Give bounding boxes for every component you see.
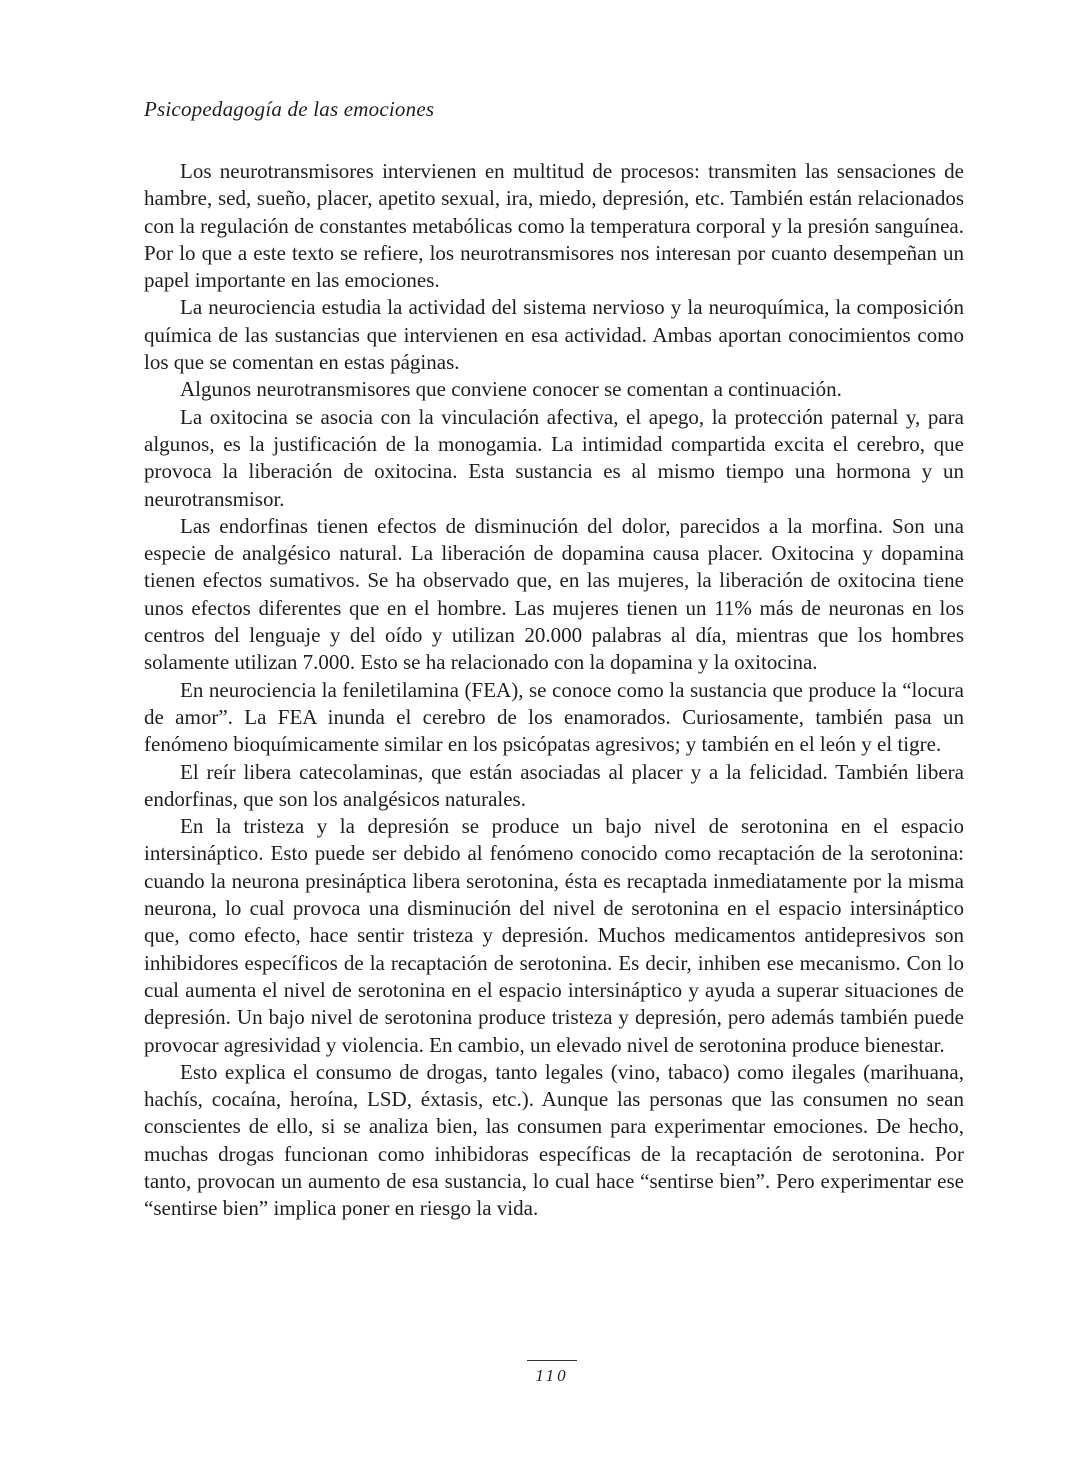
paragraph: Las endorfinas tienen efectos de disminución del dolor, parecidos a la morfina. Son una especie de analgésico natural. La liberación de dopamina causa placer. Oxitocina y dopamina tienen efectos sumativos. Se ha observado que, en las mujeres, la liberación de oxitocina tiene unos efectos diferentes que en el hombre. Las mujeres tienen un 11% más de neuronas en los centros del lenguaje y del oído y utilizan 20.000 palabras al día, mientras que los hombres solamente utilizan 7.000. Esto se ha relacionado con la dopamina y la oxitocina.: [144, 513, 964, 675]
footer-rule: [527, 1360, 577, 1361]
paragraph: La oxitocina se asocia con la vinculación afectiva, el apego, la protección paternal y, para algunos, es la justificación de la monogamia. La intimidad compartida excita el cerebro, que provoca la liberación de oxitocina. Esta sustancia es al mismo tiempo una hormona y un neurotransmisor.: [144, 404, 964, 511]
running-header: Psicopedagogía de las emociones: [144, 97, 435, 121]
body-text: [144, 158, 964, 1223]
paragraph: Algunos neurotransmisores que conviene conocer se comentan a continuación.: [180, 377, 842, 402]
paragraph: Los neurotransmisores intervienen en multitud de procesos: transmiten las sensaciones de hambre, sed, sueño, placer, apetito sexual, ira, miedo, depresión, etc. También están relacionados con la regulación de constantes metabólicas como la temperatura corporal y la presión sanguínea. Por lo que a este texto se refiere, los neurotransmisores nos interesan por cuanto desempeñan un papel importante en las emociones.: [144, 159, 964, 293]
paragraph: El reír libera catecolaminas, que están asociadas al placer y a la felicidad. También libera endorfinas, que son los analgésicos naturales.: [144, 759, 964, 811]
paragraph: Esto explica el consumo de drogas, tanto legales (vino, tabaco) como ilegales (marihuana, hachís, cocaína, heroína, LSD, éxtasis, etc.). Aunque las personas que las consumen no sean conscientes de ello, si se analiza bien, las consumen para experimentar emociones. De hecho, muchas drogas funcionan como inhibidoras específicas de la recaptación de serotonina. Por tanto, provocan un aumento de esa sustancia, lo cual hace “sentirse bien”. Pero experimentar ese “sentirse bien” implica poner en riesgo la vida.: [144, 1059, 964, 1221]
paragraph: En la tristeza y la depresión se produce un bajo nivel de serotonina en el espacio intersináptico. Esto puede ser debido al fenómeno conocido como recaptación de la serotonina: cuando la neurona presináptica libera serotonina, ésta es recaptada inmediatamente por la misma neurona, lo cual provoca una disminución del nivel de serotonina en el espacio intersináptico que, como efecto, hace sentir tristeza y depresión. Muchos medicamentos antidepresivos son inhibidores específicos de la recaptación de serotonina. Es decir, inhiben ese mecanismo. Con lo cual aumenta el nivel de serotonina en el espacio intersináptico y ayuda a superar situaciones de depresión. Un bajo nivel de serotonina produce tristeza y depresión, pero además también puede provocar agresividad y violencia. En cambio, un elevado nivel de serotonina produce bienestar.: [144, 814, 964, 1057]
page-footer: [527, 1360, 577, 1387]
page-number: 110: [535, 1366, 569, 1385]
paragraph: La neurociencia estudia la actividad del sistema nervioso y la neuroquímica, la composición química de las sustancias que intervienen en esa actividad. Ambas aportan conocimientos como los que se comentan en estas páginas.: [144, 295, 964, 375]
paragraph: En neurociencia la feniletilamina (FEA), se conoce como la sustancia que produce la “locura de amor”. La FEA inunda el cerebro de los enamorados. Curiosamente, también pasa un fenómeno bioquímicamente similar en los psicópatas agresivos; y también en el león y el tigre.: [144, 677, 964, 757]
